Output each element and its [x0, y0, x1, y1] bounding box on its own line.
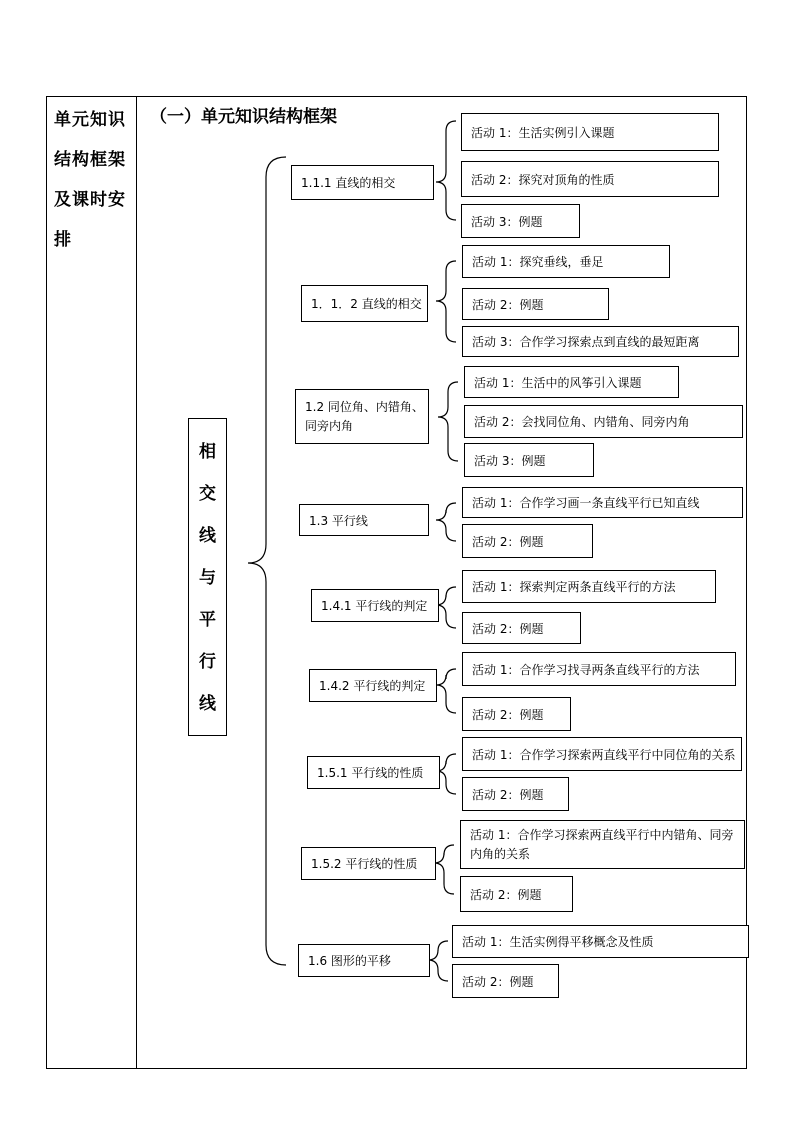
activity-box: 活动 2：例题	[452, 964, 559, 998]
root-char: 相	[199, 442, 216, 462]
topic-brace	[436, 587, 456, 628]
section-title: （一）单元知识结构框架	[150, 107, 337, 127]
row-label-line: 单元知识	[54, 110, 126, 130]
topic-box: 1.2 同位角、内错角、同旁内角	[295, 389, 429, 444]
topic-box: 1．1．2 直线的相交	[301, 285, 428, 322]
activity-box: 活动 2：例题	[462, 288, 609, 320]
root-char: 与	[199, 568, 216, 588]
activity-box: 活动 1：生活实例得平移概念及性质	[452, 925, 749, 958]
activity-box: 活动 3：合作学习探索点到直线的最短距离	[462, 326, 739, 357]
activity-box: 活动 1：合作学习找寻两条直线平行的方法	[462, 652, 736, 686]
activity-box: 活动 2：会找同位角、内错角、同旁内角	[464, 405, 743, 438]
topic-brace	[428, 941, 448, 981]
activity-box: 活动 1：探索判定两条直线平行的方法	[462, 570, 716, 603]
root-char: 行	[199, 652, 216, 672]
activity-box: 活动 3：例题	[461, 204, 580, 238]
topic-brace	[438, 382, 458, 461]
activity-box: 活动 2：例题	[462, 697, 571, 731]
activity-box: 活动 2：例题	[462, 777, 569, 811]
root-topic-box	[188, 418, 227, 736]
root-char: 线	[199, 526, 216, 546]
activity-box: 活动 2：例题	[460, 876, 573, 912]
topic-brace	[436, 261, 456, 342]
topic-brace	[436, 503, 456, 541]
topic-box: 1.3 平行线	[299, 504, 429, 536]
main-brace	[248, 157, 286, 965]
topic-box: 1.5.2 平行线的性质	[301, 847, 436, 880]
topic-box: 1.1.1 直线的相交	[291, 165, 434, 200]
topic-box: 1.4.2 平行线的判定	[309, 669, 437, 702]
row-label-line: 及课时安	[54, 190, 126, 210]
activity-box: 活动 3：例题	[464, 443, 594, 477]
topic-brace	[436, 669, 456, 713]
topic-brace	[434, 845, 454, 894]
row-label-line: 排	[54, 230, 72, 250]
activity-box: 活动 1：合作学习画一条直线平行已知直线	[462, 487, 743, 518]
activity-box: 活动 1：生活中的风筝引入课题	[464, 366, 679, 398]
root-char: 交	[199, 484, 216, 504]
root-char: 线	[199, 694, 216, 714]
topic-box: 1.6 图形的平移	[298, 944, 430, 977]
activity-box: 活动 1：生活实例引入课题	[461, 113, 719, 151]
row-label-line: 结构框架	[54, 150, 126, 170]
root-char: 平	[199, 610, 216, 630]
activity-box: 活动 2：例题	[462, 524, 593, 558]
activity-box: 活动 1：合作学习探索两直线平行中同位角的关系	[462, 737, 742, 771]
topic-box: 1.5.1 平行线的性质	[307, 756, 440, 789]
topic-brace	[436, 121, 456, 220]
activity-box: 活动 1：合作学习探索两直线平行中内错角、同旁内角的关系	[460, 820, 745, 869]
activity-box: 活动 2：例题	[462, 612, 581, 644]
topic-box: 1.4.1 平行线的判定	[311, 589, 439, 622]
activity-box: 活动 2：探究对顶角的性质	[461, 161, 719, 197]
activity-box: 活动 1：探究垂线，垂足	[462, 245, 670, 278]
